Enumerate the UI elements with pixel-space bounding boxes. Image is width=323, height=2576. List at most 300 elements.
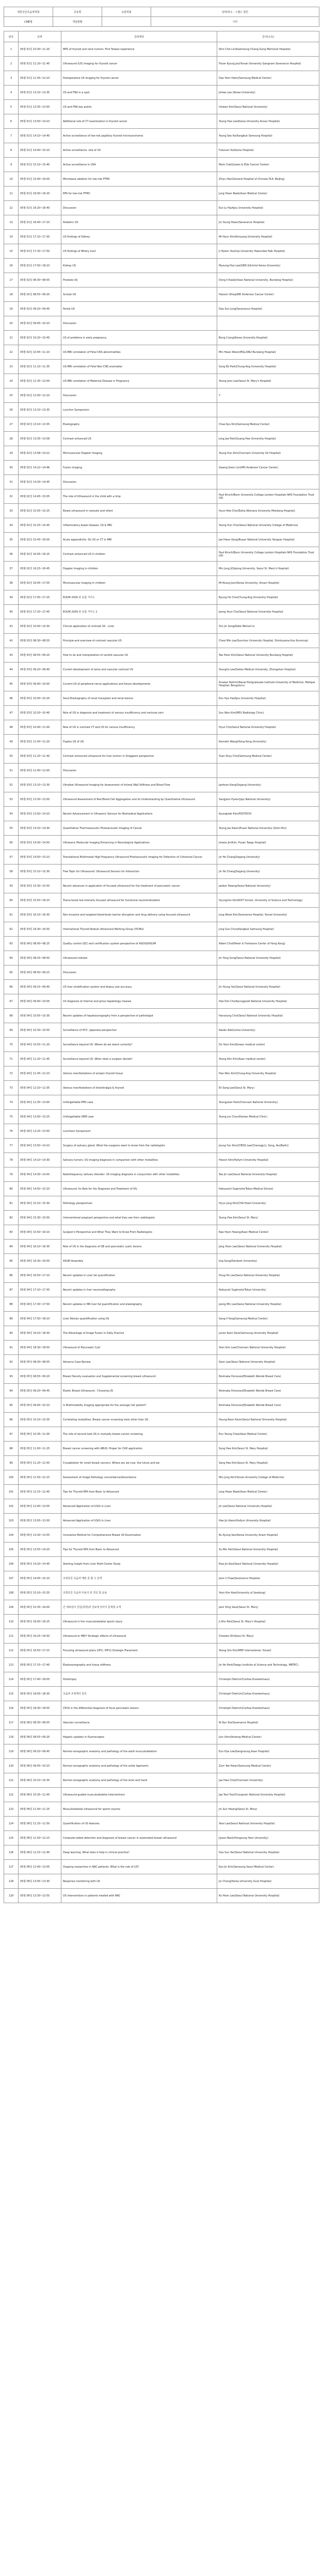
row-number: 38 [4, 576, 19, 590]
row-speaker: Jung Hwan Baek(Asan Medical Center) [217, 187, 319, 201]
row-number: 44 [4, 663, 19, 677]
row-date: 05월 05일 09:45~10:10 [19, 1398, 61, 1413]
row-speaker: Jin Lee(Seoul National University Hospital) [217, 1499, 319, 1514]
row-title: Duplex US of UG [61, 735, 217, 749]
row-number: 111 [4, 1629, 19, 1643]
row-number: 4 [4, 86, 19, 100]
row-speaker: Byung Ho Choi(Chung-Ang University Hospital) [217, 590, 319, 605]
row-date: 05월 06일 12:15~12:40 [19, 1845, 61, 1860]
table-row [4, 749, 319, 764]
table-row [4, 1889, 319, 1903]
row-number: 68 [4, 1009, 19, 1023]
table-row [4, 1398, 319, 1413]
table-row [4, 792, 319, 807]
row-number: 17 [4, 273, 19, 287]
row-number: 77 [4, 1139, 19, 1153]
row-date: 05월 02일 12:00~12:10 [19, 388, 61, 403]
row-date: 05월 04일 15:10~15:30 [19, 1196, 61, 1211]
row-number: 43 [4, 648, 19, 663]
table-row [4, 1196, 319, 1211]
table-row [4, 1139, 319, 1153]
row-number: 115 [4, 1687, 19, 1701]
row-number: 97 [4, 1427, 19, 1442]
row-speaker: Nisimaka Donovan(Elizabeth Wende Breast Care) [217, 1398, 319, 1413]
row-date: 05월 02일 13:10~13:35 [19, 417, 61, 432]
row-title: Role of US in the diagnosis of GB and pancreatic cystic lesions [61, 1240, 217, 1254]
row-title: Active surveillance in USA [61, 158, 217, 172]
row-number: 3 [4, 71, 19, 86]
row-title: US liver stratification system and biopsy size accuracy [61, 980, 217, 994]
row-date: 05월 03일 10:20~10:40 [19, 706, 61, 720]
row-date: 05월 05일 11:25~11:50 [19, 1456, 61, 1470]
row-speaker: Ewa Jin Koo(Seoul National University Hospital) [217, 1557, 319, 1571]
row-title: Elastic Breast Ultrasound : Choosing US [61, 1384, 217, 1398]
row-date: 05월 03일 15:10~15:30 [19, 865, 61, 879]
row-title: Ultrasound of Pancreatic Cyst [61, 1341, 217, 1355]
row-speaker: Fukunari Ito(Kuma Hospital) [217, 143, 319, 158]
table-row [4, 1687, 319, 1701]
row-date: 05월 04일 13:25~13:50 [19, 1124, 61, 1139]
row-number: 98 [4, 1442, 19, 1456]
row-title: Ultrasound: Its Role for the Diagnosis and Treatment of IOL [61, 1182, 217, 1196]
table-row [4, 187, 319, 201]
table-row [4, 1831, 319, 1845]
row-date: 05월 05일 17:40~18:05 [19, 1672, 61, 1687]
row-date: 05월 04일 10:30~10:55 [19, 1023, 61, 1038]
row-title: Translational Multimodal High-Frequency Ultrasound Photoacoustic Imaging for Detection of Colorectal Cancer [61, 850, 217, 865]
table-row [4, 403, 319, 417]
row-number: 107 [4, 1571, 19, 1586]
row-title: Current US of peripheral nerve applications and future developments [61, 677, 217, 691]
table-row [4, 1384, 319, 1398]
meta-cell [102, 17, 151, 27]
table-row [4, 1716, 319, 1730]
row-date: 05월 04일 14:30~14:50 [19, 1167, 61, 1182]
row-speaker: Jin Young Hwan(Severance Hospital) [217, 215, 319, 230]
row-speaker: Y [217, 388, 319, 403]
table-row [4, 1860, 319, 1874]
row-number: 2 [4, 57, 19, 71]
row-date: 05월 02일 13:35~13:58 [19, 432, 61, 446]
row-date: 05월 05일 13:30~13:55 [19, 1528, 61, 1543]
row-title: Breast Density evaluation and Supplemental screening breast ultrasound [61, 1369, 217, 1384]
table-row [4, 1225, 319, 1240]
row-title: US findings of Kidney [61, 230, 217, 244]
table-row [4, 316, 319, 331]
row-number: 101 [4, 1485, 19, 1499]
row-number: 85 [4, 1254, 19, 1268]
meta-cell: 공동명 [53, 7, 102, 17]
row-date: 05월 04일 18:30~18:50 [19, 1341, 61, 1355]
row-number: 100 [4, 1470, 19, 1485]
table-row [4, 1744, 319, 1759]
row-number: 120 [4, 1759, 19, 1773]
row-date: 05월 02일 08:30~08:55 [19, 273, 61, 287]
row-speaker: Christoph Dietrich(Caritas Krankenhaus) [217, 1687, 319, 1701]
row-title: Recent updates in Liver fat quantification [61, 1268, 217, 1283]
row-date: 05월 02일 17:25~17:45 [19, 605, 61, 619]
table-row [4, 533, 319, 547]
row-date: 05월 02일 17:05~17:25 [19, 590, 61, 605]
row-number: 67 [4, 994, 19, 1009]
row-number: 129 [4, 1889, 19, 1903]
row-speaker: Mark Cubit(Lewis & Ellie Cancer Center) [217, 158, 319, 172]
row-number: 104 [4, 1528, 19, 1543]
row-speaker: Yeon Lee(Seoul National University Hospital) [217, 1817, 319, 1831]
meta-cell: 개설현황 [53, 17, 102, 27]
table-row [4, 1528, 319, 1543]
row-title: Contrast enhanced US in children [61, 547, 217, 562]
row-title: Surgeon's Perspective and What They Want to Know From Radiologists [61, 1225, 217, 1240]
row-speaker: Jae Yeol Yoo(Chungnam National University Hospital) [217, 1788, 319, 1802]
row-speaker: Eun Young Chae(Asan Medical Center) [217, 1427, 319, 1442]
row-number: 42 [4, 634, 19, 648]
row-number: 40 [4, 605, 19, 619]
row-speaker: Jin Sun Hwang(Seoul St. Mary) [217, 1802, 319, 1817]
row-number: 96 [4, 1413, 19, 1427]
table-row [4, 691, 319, 706]
row-speaker: Jeon Il Chae(Severance Hospital) [217, 1571, 319, 1586]
row-speaker: Hee Kim Cho(Kyungpook National University Hospital) [217, 994, 319, 1009]
row-speaker: Young Hee Kim(Seoul St. Mary) [217, 1211, 319, 1225]
row-title: Discussion [61, 201, 217, 215]
row-date: 05월 02일 14:30~14:45 [19, 475, 61, 489]
row-title: Advanced Application of US/G in Liver [61, 1499, 217, 1514]
row-title: Surgery of salivary gland: What the surgeons want to know from the radiologists [61, 1139, 217, 1153]
row-title: Deep learning: What does it help in clinical practice? [61, 1845, 217, 1860]
table-row [4, 71, 319, 86]
table-row [4, 764, 319, 778]
row-date: 05월 01일 10:30~11:20 [19, 42, 61, 57]
row-date: 05월 05일 10:35~11:00 [19, 1427, 61, 1442]
table-row [4, 1643, 319, 1658]
table-row [4, 735, 319, 749]
row-date: 05월 06일 12:40~13:05 [19, 1860, 61, 1874]
row-number: 36 [4, 547, 19, 562]
row-title: MPS of thyroid and neck tumors: First Taiwan experience [61, 42, 217, 57]
row-date: 05월 04일 11:45~12:10 [19, 1066, 61, 1081]
row-date: 05월 03일 11:20~11:40 [19, 749, 61, 764]
row-number: 14 [4, 230, 19, 244]
row-number: 117 [4, 1716, 19, 1730]
table-row [4, 1874, 319, 1889]
row-number: 27 [4, 417, 19, 432]
row-title: Contrast enhanced ultrasound for liver tumors in Singapore perspective [61, 749, 217, 764]
row-speaker: Sung Bo Park(Chung-Ang University Hospital) [217, 360, 319, 374]
row-date: 05월 04일 10:05~10:30 [19, 1009, 61, 1023]
table-row [4, 605, 319, 619]
row-date: 05월 03일 16:30~16:50 [19, 922, 61, 937]
table-row [4, 865, 319, 879]
row-date: 05월 05일 08:55~09:20 [19, 1369, 61, 1384]
row-speaker: Ni Kyo Yoo(Severance Hospital) [217, 1716, 319, 1730]
row-date: 05월 04일 13:50~14:10 [19, 1139, 61, 1153]
row-number: 8 [4, 143, 19, 158]
row-number: 64 [4, 951, 19, 965]
row-title: Recent updates in liver neuroradiography [61, 1283, 217, 1297]
table-row [4, 663, 319, 677]
row-number: 49 [4, 735, 19, 749]
row-speaker: Dong Il Kwak(Ulsan National University, Bundang Hospital) [217, 273, 319, 287]
row-speaker: Albert Choi(Peteir & Fortesone Center of Hong Kong) [217, 937, 319, 951]
row-speaker: Jinwoo Jin(Kim, Pusan Taegu Hospital) [217, 836, 319, 850]
table-row [4, 634, 319, 648]
row-title: US of problems in early pregnancy [61, 331, 217, 345]
row-title: Various manifestations of Intestinalgia & thyroid [61, 1081, 217, 1095]
row-date: 05월 05일 17:15~17:40 [19, 1658, 61, 1672]
table-row [4, 1586, 319, 1600]
row-date: 05월 05일 13:55~14:20 [19, 1543, 61, 1557]
row-date: 05월 02일 15:45~16:05 [19, 533, 61, 547]
table-row [4, 461, 319, 475]
row-title: Scrotal US [61, 287, 217, 302]
row-number: 35 [4, 533, 19, 547]
row-title: Normal sonographic anatomy and pathology of the wrist and hand [61, 1773, 217, 1788]
row-number: 15 [4, 244, 19, 259]
row-number: 56 [4, 836, 19, 850]
row-speaker: Eun Ju Ha(Ajou University Hospital) [217, 201, 319, 215]
table-row [4, 1759, 319, 1773]
table-row [4, 374, 319, 388]
table-row [4, 807, 319, 821]
row-title: Focusing ultrasound plans (UFU, HIFU) Strategic Placement [61, 1643, 217, 1658]
row-number: 21 [4, 331, 19, 345]
table-row [4, 1802, 319, 1817]
row-speaker: Kyo Jin Kim(Samsung Seoul Medical Center) [217, 1860, 319, 1874]
row-date: 05월 01일 11:20~11:45 [19, 57, 61, 71]
table-row [4, 1427, 319, 1442]
row-title: Recent Advancement in Ultrasonic Sensors for Biomedical Applications [61, 807, 217, 821]
row-speaker: Min Hwan Woon(MGL/SNU Bundang Hospital) [217, 345, 319, 360]
row-title: Current development of aorta and vascular contrast US [61, 663, 217, 677]
header-date: 날짜 [19, 31, 61, 42]
row-date: 05월 01일 14:40~15:10 [19, 143, 61, 158]
row-date: 05월 04일 16:10~16:30 [19, 1240, 61, 1254]
table-row [4, 994, 319, 1009]
row-title: Surveillance beyond US: Where do we stand currently? [61, 1038, 217, 1052]
row-title: Radiofrequency salivary disorder: US imaging diagnosis in conjunction with other modalities [61, 1167, 217, 1182]
row-date: 05월 01일 17:10~17:30 [19, 230, 61, 244]
row-speaker: Naoko Aoki(Loma University) [217, 1023, 319, 1038]
meta-cell: 유관학회 [102, 7, 151, 17]
table-row [4, 908, 319, 922]
row-speaker: Jiun Uhm(Andong Medical Center) [217, 1730, 319, 1744]
row-number: 80 [4, 1182, 19, 1196]
row-number: 76 [4, 1124, 19, 1139]
row-speaker: Jin Chong(Korea University Guro Hospital) [217, 1874, 319, 1889]
row-number: 124 [4, 1817, 19, 1831]
row-title: Inflammatory bowel disease: US & MRI [61, 518, 217, 533]
row-speaker: Jeong Min Lee(Seoul National University Hospital) [217, 1297, 319, 1312]
row-date: 05월 04일 17:10~17:30 [19, 1283, 61, 1297]
row-number: 60 [4, 893, 19, 908]
table-row [4, 504, 319, 518]
row-number: 37 [4, 562, 19, 576]
row-number: 23 [4, 360, 19, 374]
table-row [4, 1600, 319, 1615]
row-date: 05월 02일 16:05~16:25 [19, 547, 61, 562]
row-title: Doppler imaging in children [61, 562, 217, 576]
row-title: Unforgettable OBM case [61, 1110, 217, 1124]
row-date: 05월 04일 11:20~11:45 [19, 1052, 61, 1066]
row-speaker: Sun Woo Kim(MEU Radiology Clinic) [217, 706, 319, 720]
row-speaker: Eun Hye Lee(Gangneung Asan Hospital) [217, 1744, 319, 1759]
table-row [4, 331, 319, 345]
row-date: 05월 03일 08:30~08:55 [19, 634, 61, 648]
table-row [4, 1788, 319, 1802]
row-title: Normal sonographic anatomy and pathology of the adult musculoskeleton [61, 1744, 217, 1759]
table-row [4, 273, 319, 287]
row-number: 59 [4, 879, 19, 893]
row-date: 05월 01일 17:30~17:50 [19, 244, 61, 259]
row-speaker: Min Jung Kim(Yonsei University College of Medicine) [217, 1470, 319, 1485]
row-date: 05월 04일 16:50~17:10 [19, 1268, 61, 1283]
row-speaker: Fiscer Kyung Joo(Yonsei University Gangnam Severance Hospital) [217, 57, 319, 71]
table-row [4, 778, 319, 792]
row-title: The Advantage of Image Fusion in Daily Practice [61, 1326, 217, 1341]
row-number: 25 [4, 388, 19, 403]
row-date: 05월 06일 10:10~10:35 [19, 1773, 61, 1788]
row-date: 05월 01일 17:50~18:10 [19, 259, 61, 273]
row-title: Advance Case Review [61, 1355, 217, 1369]
row-speaker: Mi-Young Joon(Korea University, Ansan Hospital) [217, 576, 319, 590]
row-number: 52 [4, 778, 19, 792]
row-speaker: Hwoon Kim(Hallym University Hospital) [217, 1153, 319, 1167]
table-row [4, 937, 319, 951]
row-title: Surveillance of HCC: Japanese perspective [61, 1023, 217, 1038]
row-speaker: Hakuzoshi Sugimoto(Tokyo Medical School) [217, 1182, 319, 1196]
row-speaker: Nisimaka Donovan(Elizabeth Wende Breast Care) [217, 1384, 319, 1398]
row-date: 05월 02일 10:20~10:45 [19, 331, 61, 345]
row-number: 73 [4, 1081, 19, 1095]
row-date: 05월 05일 11:00~11:25 [19, 1442, 61, 1456]
row-date: 05월 04일 17:30~17:50 [19, 1297, 61, 1312]
row-speaker: Youngyean Park(Chonnam National University) [217, 1095, 319, 1110]
row-number: 45 [4, 677, 19, 691]
row-title: ASUM Assembly [61, 1254, 217, 1268]
table-row [4, 590, 319, 605]
table-row [4, 706, 319, 720]
row-speaker: Jeong Youn Cho(Seoul National University Hospital) [217, 605, 319, 619]
row-speaker: Hansoung Choi(Seoul National University Hospital) [217, 1009, 319, 1023]
table-row [4, 302, 319, 316]
row-title: International Thyroid Nodule Ultrasound Working Group (ITUNU) [61, 922, 217, 937]
row-date: 05월 03일 14:30~14:50 [19, 836, 61, 850]
row-title: Surveillance beyond US: When does a surgeon decide? [61, 1052, 217, 1066]
row-title: Various manifestations of ectopic thyroid tissue [61, 1066, 217, 1081]
table-row [4, 836, 319, 850]
row-number: 105 [4, 1543, 19, 1557]
table-row [4, 547, 319, 562]
table-row [4, 1009, 319, 1023]
row-date: 05월 04일 17:50~18:10 [19, 1312, 61, 1326]
table-row [4, 489, 319, 504]
row-speaker: Gwang Geon Lim(MD Anderson Cancer Center) [217, 461, 319, 475]
row-speaker: Do Yoon Kim(Korean medical center) [217, 1038, 319, 1052]
row-title: Microwave ablation for low-risk PTMC [61, 172, 217, 187]
row-title: US-MRI correlation of Fetal CNS abnormalities [61, 345, 217, 360]
row-number: 24 [4, 374, 19, 388]
table-row [4, 1615, 319, 1629]
row-speaker: Yeong Sim Kim(MRF International, Yonsei) [217, 1643, 319, 1658]
row-date: 05월 06일 11:00~11:25 [19, 1802, 61, 1817]
row-date: 05월 02일 09:45~10:10 [19, 316, 61, 331]
table-row [4, 1297, 319, 1312]
row-speaker: Ko Hoon Lee(Seoul National University Hospital) [217, 1889, 319, 1903]
table-row [4, 1240, 319, 1254]
row-date: 05월 06일 11:25~11:50 [19, 1817, 61, 1831]
row-date: 05월 06일 08:30~08:55 [19, 1716, 61, 1730]
table-row [4, 42, 319, 57]
row-speaker: Nae Hyon Hwang(Asan Medical Center) [217, 1225, 319, 1240]
table-row [4, 244, 319, 259]
table-row [4, 230, 319, 244]
row-speaker: Jong Hoon Lee(Seoul National University Hospital) [217, 1240, 319, 1254]
row-date: 05월 06일 08:55~09:20 [19, 1730, 61, 1744]
table-row [4, 562, 319, 576]
row-date: 05월 02일 11:35~12:00 [19, 374, 61, 388]
row-date: 05월 02일 10:45~11:10 [19, 345, 61, 360]
row-date: 05월 04일 14:10~14:30 [19, 1153, 61, 1167]
row-number: 33 [4, 504, 19, 518]
row-date: 05월 03일 15:30~15:50 [19, 879, 61, 893]
row-number: 5 [4, 100, 19, 114]
row-number: 82 [4, 1211, 19, 1225]
row-title: The role of second look US in mutually breast cancer screening [61, 1427, 217, 1442]
row-title: Unforgettable PMS case [61, 1095, 217, 1110]
row-date: 05월 02일 14:22~14:46 [19, 461, 61, 475]
table-row [4, 576, 319, 590]
row-title: Ultrasound-guided musculoskeletal interventions [61, 1788, 217, 1802]
row-title: Penile US [61, 302, 217, 316]
row-speaker: Cheoleo Oh(Seoul St. Mary) [217, 1629, 319, 1643]
row-speaker: Cheol Min Lee(Sunchon University Hospital, Shintoyama Kuo Kunming) [217, 634, 319, 648]
row-speaker: Tae Hoon Kim(Seoul National University Bundang Hospital) [217, 648, 319, 663]
row-date: 05월 04일 09:15~09:40 [19, 980, 61, 994]
row-date: 05월 05일 16:50~17:15 [19, 1643, 61, 1658]
row-date: 05월 02일 13:10~13:35 [19, 403, 61, 417]
row-title: US-MRI correlation of Maternal Disease in Pregnancy [61, 374, 217, 388]
row-speaker: Ji Hyeon Yoo(Inje University Haeundae Paik Hospital) [217, 244, 319, 259]
row-date: 05월 03일 09:40~10:00 [19, 677, 61, 691]
row-date: 05월 01일 14:10~14:40 [19, 129, 61, 143]
row-title: Pathology perspectives [61, 1196, 217, 1211]
row-date: 05월 03일 10:40~11:00 [19, 720, 61, 735]
table-row [4, 143, 319, 158]
row-speaker: Jung Jae Park(Guang Hee University Hospital) [217, 432, 319, 446]
meta-cell: 대한진단초음파학회 [4, 7, 53, 17]
row-date: 05월 02일 15:25~15:45 [19, 518, 61, 533]
row-number: 66 [4, 980, 19, 994]
row-speaker: Joung Yun Kim(CHESS Lee(Cheongju)), Song, Aix(Bath)) [217, 1139, 319, 1153]
row-number: 46 [4, 691, 19, 706]
row-date: 05월 06일 09:20~09:45 [19, 1744, 61, 1759]
row-speaker: Kenneth Wang(Hong Kong University) [217, 735, 319, 749]
row-speaker: Jin Young Yoo(Seoul National University Hospital) [217, 980, 319, 994]
row-date: 05월 05일 14:45~15:10 [19, 1571, 61, 1586]
table-row [4, 1442, 319, 1456]
row-speaker: Youngho Lee(Dalian Medical University, Zhongshan Hospital) [217, 663, 319, 677]
row-number: 13 [4, 215, 19, 230]
row-number: 128 [4, 1874, 19, 1889]
row-number: 58 [4, 865, 19, 879]
row-number: 99 [4, 1456, 19, 1470]
table-row [4, 100, 319, 114]
row-number: 110 [4, 1615, 19, 1629]
row-title: Acute appendicitis: Do US or CT in MRI [61, 533, 217, 547]
table-row [4, 1110, 319, 1124]
row-speaker: Sung Hee Kim(Seoul St. Mary Hospital) [217, 1442, 319, 1456]
